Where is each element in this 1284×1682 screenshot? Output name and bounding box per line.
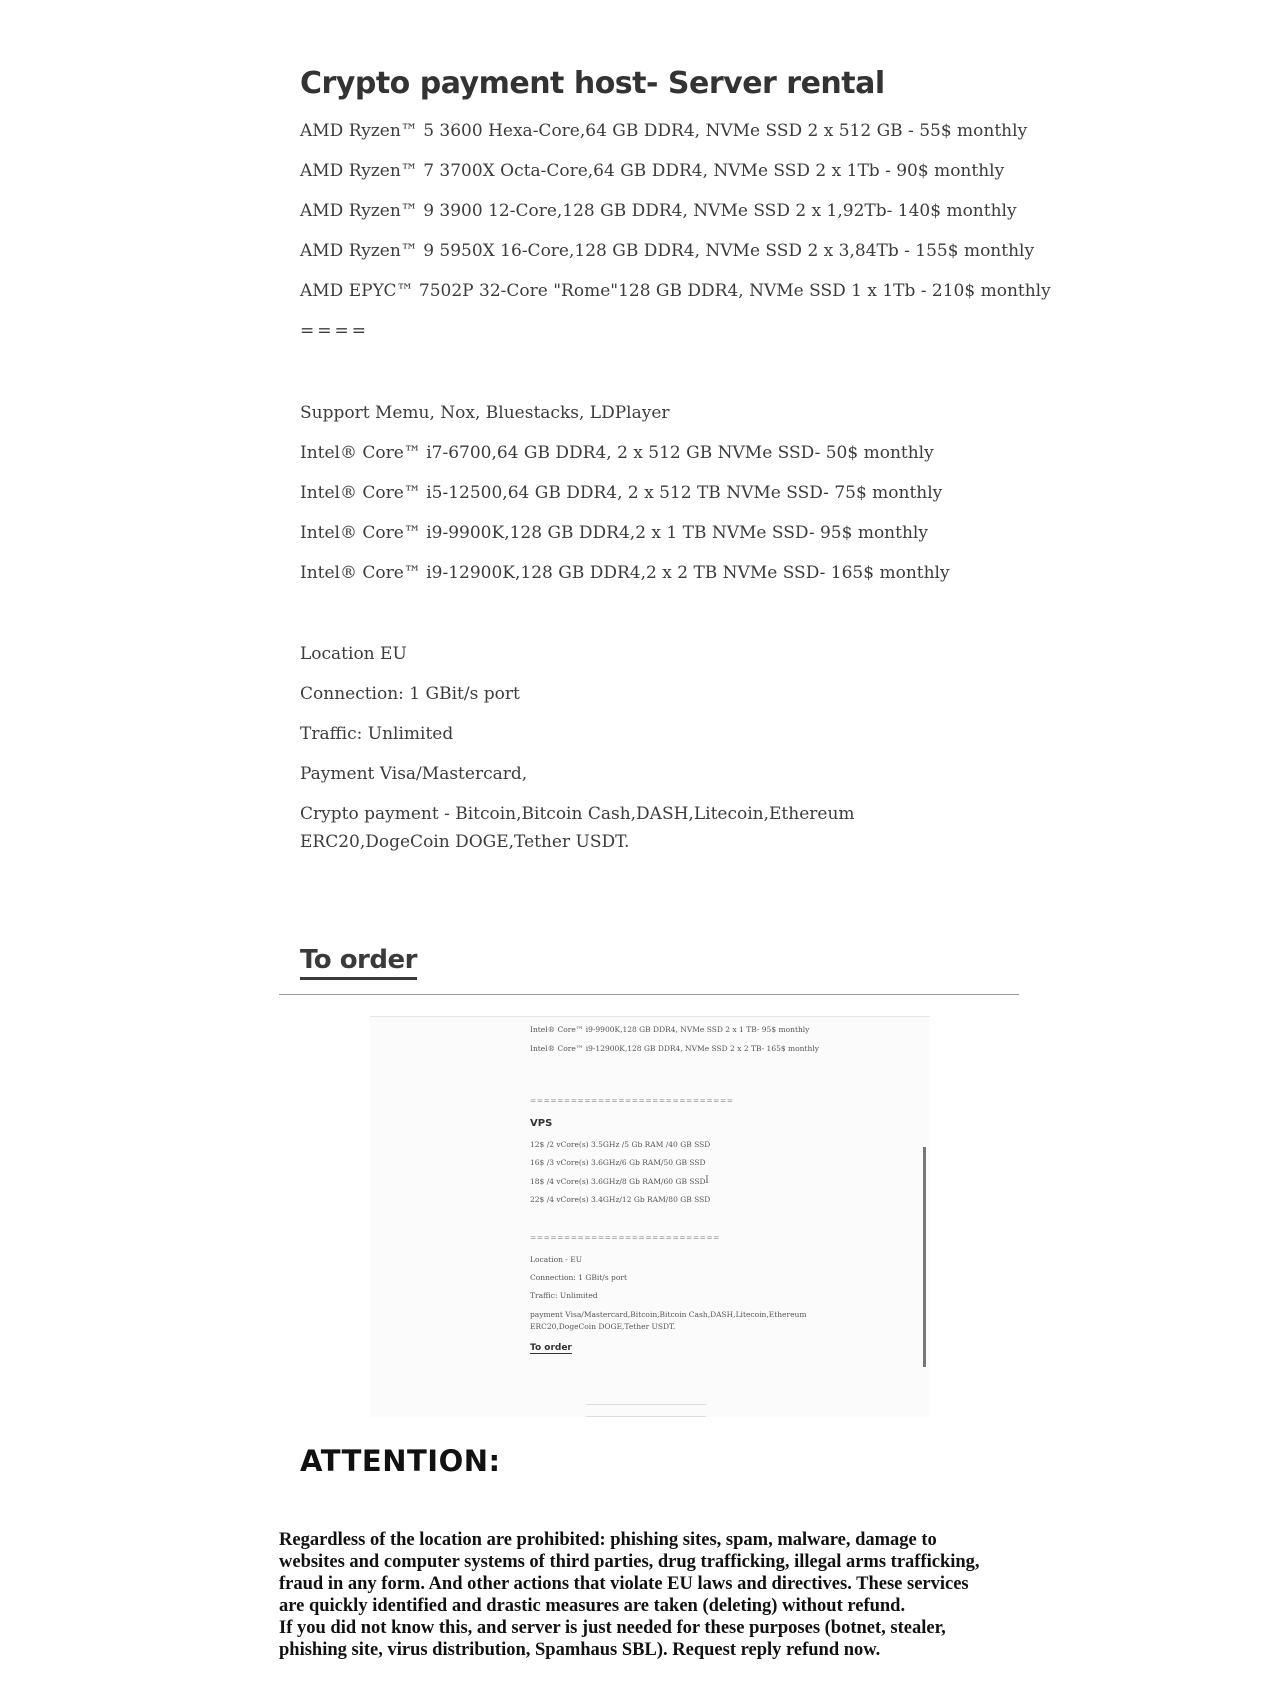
shot-line: Intel® Core™ i9-12900K,128 GB DDR4, NVMe SSD 2 x 2 TB- 165$ monthly [530, 1044, 819, 1053]
text-cursor-icon: I [705, 1175, 709, 1186]
notice-line: are quickly identified and drastic measures are taken (deleting) without refund. [279, 1596, 906, 1616]
shot-order-link: To order [530, 1343, 572, 1353]
intel-server-item: Intel® Core™ i9-12900K,128 GB DDR4,2 x 2 TB NVMe SSD- 165$ monthly [300, 563, 950, 583]
traffic-text: Traffic: Unlimited [300, 724, 454, 744]
shot-vps-plan: 12$ /2 vCore(s) 3.5GHz /5 Gb RAM /40 GB SSD [530, 1140, 711, 1149]
amd-server-item: AMD EPYC™ 7502P 32-Core "Rome"128 GB DDR4, NVMe SSD 1 x 1Tb - 210$ monthly [300, 281, 1051, 301]
embedded-screenshot [370, 1016, 930, 1417]
support-line: Support Memu, Nox, Bluestacks, LDPlayer [300, 403, 670, 423]
shot-separator: ============================ [530, 1233, 720, 1242]
connection-text: Connection: 1 GBit/s port [300, 684, 520, 704]
shot-separator: ============================== [530, 1096, 734, 1105]
amd-server-item: AMD Ryzen™ 7 3700X Octa-Core,64 GB DDR4, NVMe SSD 2 x 1Tb - 90$ monthly [300, 161, 1005, 181]
shot-divider [586, 1404, 706, 1405]
notice-line: websites and computer systems of third parties, drug trafficking, illegal arms trafficking, [279, 1552, 980, 1572]
shot-vps-plan: 18$ /4 vCore(s) 3.6GHz/8 Gb RAM/60 GB SSD [530, 1177, 706, 1186]
intel-server-item: Intel® Core™ i7-6700,64 GB DDR4, 2 x 512 GB NVMe SSD- 50$ monthly [300, 443, 934, 463]
shot-connection: Connection: 1 GBit/s port [530, 1273, 627, 1282]
payment-text: Payment Visa/Mastercard, [300, 764, 528, 784]
attention-heading: ATTENTION: [300, 1444, 501, 1478]
amd-server-item: AMD Ryzen™ 9 5950X 16-Core,128 GB DDR4, NVMe SSD 2 x 3,84Tb - 155$ monthly [300, 241, 1035, 261]
scrollbar [923, 1147, 926, 1367]
location-text: Location EU [300, 644, 407, 664]
shot-vps-plan: 22$ /4 vCore(s) 3.4GHz/12 Gb RAM/80 GB SSD [530, 1195, 711, 1204]
amd-server-item: AMD Ryzen™ 9 3900 12-Core,128 GB DDR4, NVMe SSD 2 x 1,92Tb- 140$ monthly [300, 201, 1017, 221]
intel-server-item: Intel® Core™ i5-12500,64 GB DDR4, 2 x 512 TB NVMe SSD- 75$ monthly [300, 483, 943, 503]
crypto-payment-text: Crypto payment - Bitcoin,Bitcoin Cash,DASH,Litecoin,Ethereum ERC20,DogeCoin DOGE,Tether USDT. [300, 804, 855, 852]
shot-location: Location - EU [530, 1255, 583, 1264]
shot-line: Intel® Core™ i9-9900K,128 GB DDR4, NVMe SSD 2 x 1 TB- 95$ monthly [530, 1025, 810, 1034]
to-order-link[interactable]: To order [300, 945, 417, 980]
notice-line: Regardless of the location are prohibited: phishing sites, spam, malware, damage to [279, 1530, 937, 1550]
shot-payment: payment Visa/Mastercard,Bitcoin,Bitcoin Cash,DASH,Litecoin,Ethereum [530, 1310, 807, 1319]
shot-payment: ERC20,DogeCoin DOGE,Tether USDT. [530, 1322, 676, 1331]
shot-divider [586, 1416, 706, 1417]
intel-server-item: Intel® Core™ i9-9900K,128 GB DDR4,2 x 1 TB NVMe SSD- 95$ monthly [300, 523, 928, 543]
notice-line: phishing site, virus distribution, Spamhaus SBL). Request reply refund now. [279, 1640, 881, 1660]
notice-paragraph [279, 1529, 1039, 1661]
shot-vps-plan: 16$ /3 vCore(s) 3.6GHz/6 Gb RAM/50 GB SSD [530, 1158, 706, 1167]
notice-line: fraud in any form. And other actions that violate EU laws and directives. These services [279, 1574, 969, 1594]
divider [279, 994, 1019, 995]
page-title: Crypto payment host- Server rental [300, 66, 885, 101]
amd-server-item: AMD Ryzen™ 5 3600 Hexa-Core,64 GB DDR4, NVMe SSD 2 x 512 GB - 55$ monthly [300, 121, 1028, 141]
separator: ==== [300, 321, 369, 341]
shot-traffic: Traffic: Unlimited [530, 1291, 598, 1300]
notice-line: If you did not know this, and server is just needed for these purposes (botnet, stealer, [279, 1618, 946, 1638]
shot-vps-heading: VPS [530, 1118, 553, 1129]
